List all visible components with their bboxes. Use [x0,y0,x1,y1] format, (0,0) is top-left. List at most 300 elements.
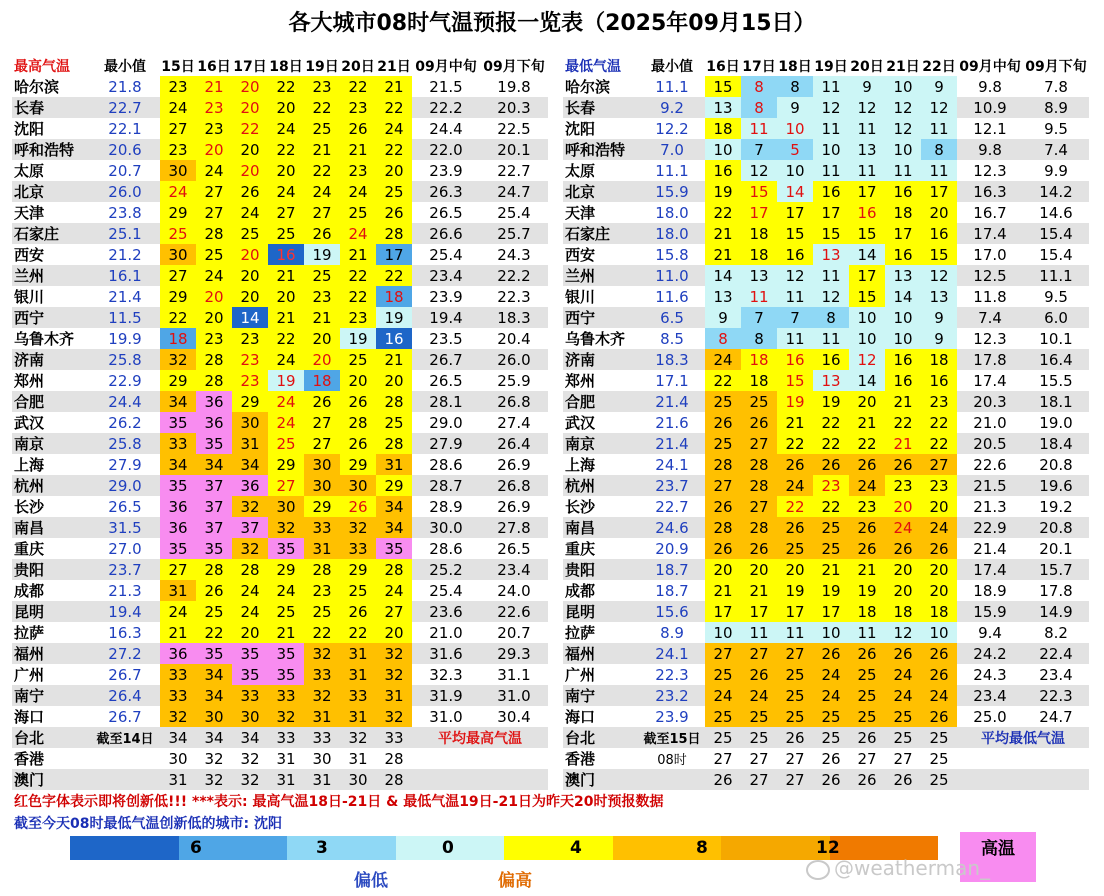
forecast-value-cell: 26 [705,538,741,559]
recent-min-cell: 23.7 [639,475,705,496]
mid-month-avg-cell: 23.5 [429,329,463,348]
forecast-value-cell: 20 [921,580,957,601]
forecast-value-cell: 21 [885,391,921,412]
forecast-value-cell: 17 [921,181,957,202]
min-header-cell: 最低气温 [565,59,621,75]
forecast-value-cell: 12 [741,160,777,181]
late-month-avg-cell [480,748,548,769]
max-table-row [12,307,548,328]
forecast-value-cell: 22 [340,286,376,307]
forecast-value-cell: 26 [741,664,777,685]
forecast-value-cell: 25 [885,727,921,748]
mid-month-avg-cell: 26.3 [412,181,480,202]
min-table-row [563,391,1089,412]
forecast-value-cell: 10 [777,118,813,139]
forecast-value-cell: 15 [921,244,957,265]
city-name-cell: 天津 [565,204,596,222]
forecast-value-cell: 27 [741,433,777,454]
forecast-value-cell: 30 [312,749,332,768]
forecast-value-cell: 11 [813,76,849,97]
forecast-value-cell: 25 [705,391,741,412]
mid-month-avg-cell: 23.4 [412,265,480,286]
forecast-value-cell: 23 [885,475,921,496]
late-month-avg-cell: 25.7 [480,223,548,244]
forecast-value-cell: 25 [921,769,957,790]
max-table-row [12,559,548,580]
watermark-text: @weatherman_ [834,856,991,880]
late-month-avg-cell: 29.3 [480,643,548,664]
max-table-row [12,160,548,181]
late-month-avg-cell: 11.1 [1023,265,1089,286]
city-name-cell: 拉萨 [565,624,596,642]
forecast-value-cell: 8 [705,328,741,349]
forecast-value-cell: 35 [268,538,304,559]
recent-min-cell: 27.2 [90,643,160,664]
forecast-value-cell: 24 [885,517,921,538]
forecast-value-cell: 22 [376,97,412,118]
city-name-cell: 哈尔滨 [565,78,611,96]
forecast-value-cell: 9 [921,76,957,97]
max-table-row [12,664,548,685]
forecast-value-cell: 26 [921,664,957,685]
city-name-cell: 武汉 [14,414,45,432]
forecast-value-cell: 34 [160,454,196,475]
mid-month-avg-cell: 16.7 [973,203,1007,222]
forecast-value-cell: 19 [813,391,849,412]
forecast-value-cell: 21 [304,307,340,328]
forecast-value-cell: 22 [160,307,196,328]
city-name-cell: 兰州 [12,265,90,286]
forecast-value-cell: 21 [268,265,304,286]
recent-min-cell: 截至15日 [639,727,705,748]
forecast-value-cell: 26 [196,580,232,601]
forecast-value-cell: 11 [741,286,777,307]
forecast-value-cell: 7 [741,307,777,328]
forecast-value-cell: 36 [160,517,196,538]
min-table-row [563,727,1089,748]
forecast-value-cell: 12 [813,97,849,118]
forecast-value-cell: 30 [160,244,196,265]
forecast-value-cell: 21 [705,223,741,244]
mid-month-avg-cell: 17.0 [973,245,1007,264]
legend-label-4: 4 [570,838,582,858]
min-header-cell: 16日 [706,59,740,75]
late-month-avg-cell: 31.0 [480,685,548,706]
forecast-value-cell: 8 [777,76,813,97]
max-table-row [12,454,548,475]
late-month-avg-cell: 18.1 [1023,391,1089,412]
recent-min-cell: 24.6 [639,517,705,538]
city-name-cell: 成都 [565,582,596,600]
mid-month-avg-cell: 11.8 [973,287,1007,306]
forecast-value-cell: 12 [777,265,813,286]
max-table-row [12,412,548,433]
forecast-value-cell: 21 [849,412,885,433]
forecast-value-cell: 23 [340,160,376,181]
max-table-row [12,223,548,244]
min-header-cell: 17日 [742,59,776,75]
max-table-row [12,433,548,454]
forecast-value-cell: 25 [885,706,921,727]
forecast-value-cell: 36 [232,475,268,496]
page-title: 各大城市08时气温预报一览表（2025年09月15日） [288,11,816,36]
forecast-value-cell: 20 [885,496,921,517]
forecast-value-cell: 31 [376,454,412,475]
late-month-avg-cell: 24.7 [480,181,548,202]
forecast-value-cell: 27 [741,769,777,790]
forecast-value-cell: 27 [785,749,805,768]
forecast-value-cell: 24 [268,349,304,370]
late-month-avg-cell: 8.9 [1023,97,1089,118]
mid-month-avg-cell: 17.4 [957,223,1023,244]
forecast-value-cell: 21 [196,76,232,97]
mid-month-avg-cell: 10.9 [957,97,1023,118]
forecast-value-cell: 22 [340,265,376,286]
forecast-value-cell: 32 [340,727,376,748]
min-header-cell: 18日 [778,59,812,75]
min-table-row [563,517,1089,538]
city-name-cell: 杭州 [563,475,639,496]
max-header-cell: 20日 [341,59,375,75]
forecast-value-cell: 29 [340,454,376,475]
late-month-avg-cell: 27.4 [497,413,531,432]
late-month-avg-cell: 14.6 [1039,203,1073,222]
new-low-note: 红色字体表示即将创新低!!! ***表示: 最高气温18日-21日 & 最低气温19日-21日为昨天20时预报数据 [14,794,664,810]
forecast-value-cell: 25 [849,685,885,706]
forecast-value-cell: 28 [376,559,412,580]
forecast-value-cell: 23 [196,97,232,118]
forecast-value-cell: 30 [268,496,304,517]
forecast-value-cell: 19 [705,181,741,202]
forecast-value-cell: 25 [705,727,741,748]
city-name-cell: 重庆 [14,540,45,558]
min-table-row [563,202,1089,223]
forecast-value-cell: 32 [232,496,268,517]
mid-month-avg-cell: 27.9 [412,433,480,454]
forecast-value-cell: 18 [741,244,777,265]
forecast-value-cell: 12 [921,265,957,286]
late-month-avg-cell: 26.0 [480,349,548,370]
forecast-value-cell: 25 [376,181,412,202]
late-month-avg-cell: 15.4 [1039,245,1073,264]
forecast-value-cell: 25 [741,706,777,727]
forecast-value-cell: 26 [232,181,268,202]
forecast-value-cell: 15 [705,76,741,97]
forecast-value-cell: 20 [376,370,412,391]
forecast-value-cell: 21 [741,580,777,601]
max-table-row [12,643,548,664]
city-name-cell: 沈阳 [565,120,596,138]
late-month-avg-cell: 19.6 [1023,475,1089,496]
forecast-value-cell: 14 [232,307,268,328]
mid-month-avg-cell: 30.0 [412,517,480,538]
forecast-value-cell: 25 [304,265,340,286]
late-month-avg-cell: 22.3 [1023,685,1089,706]
recent-min-cell: 24.4 [90,391,160,412]
forecast-value-cell: 17 [849,265,885,286]
forecast-value-cell: 18 [376,286,412,307]
forecast-value-cell: 12 [885,622,921,643]
forecast-value-cell: 25 [929,749,949,768]
recent-min-cell: 20.7 [108,161,142,180]
legend-hot-label: 高温 [981,839,1015,859]
mid-month-avg-cell: 22.2 [412,97,480,118]
city-name-cell: 南宁 [563,685,639,706]
max-header-cell: 09月中旬 [415,59,477,75]
forecast-value-cell: 34 [196,685,232,706]
late-month-avg-cell: 30.4 [497,707,531,726]
min-table-row [563,454,1089,475]
forecast-value-cell: 24 [196,160,232,181]
forecast-value-cell: 20 [340,370,376,391]
late-month-avg-cell: 20.3 [480,97,548,118]
max-table-row [12,580,548,601]
city-name-cell: 长春 [563,97,639,118]
forecast-value-cell: 27 [741,496,777,517]
late-month-avg-cell: 16.4 [1023,349,1089,370]
mid-month-avg-cell: 15.9 [957,601,1023,622]
forecast-value-cell: 20 [849,391,885,412]
forecast-value-cell: 20 [232,622,268,643]
forecast-value-cell: 25 [777,685,813,706]
forecast-value-cell: 20 [921,496,957,517]
forecast-value-cell: 27 [304,202,340,223]
forecast-value-cell: 22 [777,496,813,517]
forecast-value-cell: 34 [196,454,232,475]
forecast-value-cell: 26 [304,391,340,412]
recent-min-cell: 31.5 [90,517,160,538]
min-header-cell: 22日 [922,59,956,75]
mid-month-avg-cell: 32.3 [429,665,463,684]
forecast-value-cell: 26 [741,538,777,559]
forecast-value-cell: 26 [885,538,921,559]
city-name-cell: 济南 [563,349,639,370]
forecast-value-cell: 15 [813,223,849,244]
forecast-value-cell: 21 [376,349,412,370]
mid-month-avg-cell: 23.6 [412,601,480,622]
forecast-value-cell: 20 [268,160,304,181]
forecast-value-cell: 16 [849,202,885,223]
late-month-avg-cell: 15.5 [1039,371,1073,390]
recent-min-cell: 24.1 [655,455,689,474]
forecast-value-cell: 24 [777,475,813,496]
forecast-value-cell: 32 [376,706,412,727]
forecast-value-cell: 20 [777,559,813,580]
mid-month-avg-cell: 26.5 [429,371,463,390]
late-month-avg-cell: 22.5 [497,119,531,138]
recent-min-cell: 26.5 [108,497,142,516]
forecast-value-cell: 19 [268,370,304,391]
min-table-row [563,181,1089,202]
mid-month-avg-cell: 21.4 [973,539,1007,558]
recent-min-cell: 22.7 [655,497,689,516]
forecast-value-cell: 24 [921,517,957,538]
forecast-value-cell: 24 [849,475,885,496]
mid-month-avg-cell: 28.7 [412,475,480,496]
recent-min-cell: 25.1 [90,223,160,244]
min-header-row [563,56,1089,76]
forecast-value-cell: 22 [340,76,376,97]
max-table-row [12,118,548,139]
max-table-row [12,748,548,769]
forecast-value-cell: 18 [741,349,777,370]
max-temperature-table [12,56,548,790]
forecast-value-cell: 11 [741,622,777,643]
forecast-value-cell: 7 [777,307,813,328]
forecast-value-cell: 22 [813,412,849,433]
min-table-row [563,622,1089,643]
min-table-row [563,160,1089,181]
forecast-value-cell: 31 [376,685,412,706]
mid-month-avg-cell: 28.6 [429,539,463,558]
max-table-row [12,202,548,223]
forecast-value-cell: 29 [160,286,196,307]
city-name-cell: 香港 [14,750,45,768]
forecast-value-cell: 11 [849,160,885,181]
city-name-cell: 沈阳 [14,120,45,138]
forecast-value-cell: 18 [885,601,921,622]
forecast-value-cell: 35 [232,664,268,685]
forecast-value-cell: 17 [777,202,813,223]
mid-month-avg-cell [957,769,1023,790]
forecast-value-cell: 24 [340,223,376,244]
forecast-value-cell: 19 [777,391,813,412]
forecast-value-cell: 24 [160,601,196,622]
forecast-value-cell: 13 [813,244,849,265]
min-table-row [563,664,1089,685]
mid-month-avg-cell: 17.4 [973,371,1007,390]
city-name-cell: 太原 [14,162,45,180]
forecast-value-cell: 30 [340,769,376,790]
forecast-value-cell: 21 [268,307,304,328]
recent-min-cell: 16.3 [108,623,142,642]
forecast-value-cell: 33 [160,685,196,706]
forecast-value-cell: 22 [268,328,304,349]
city-name-cell: 郑州 [565,372,596,390]
city-name-cell: 昆明 [12,601,90,622]
mid-month-avg-cell: 9.4 [978,623,1002,642]
min-table-row [563,370,1089,391]
city-name-cell: 西安 [14,246,45,264]
forecast-value-cell: 26 [777,727,813,748]
forecast-value-cell: 26 [813,643,849,664]
forecast-value-cell: 13 [921,286,957,307]
forecast-value-cell: 26 [849,727,885,748]
late-month-avg-cell: 15.7 [1023,559,1089,580]
city-name-cell: 成都 [14,582,45,600]
mid-month-avg-cell: 17.8 [957,349,1023,370]
forecast-value-cell: 27 [893,749,913,768]
forecast-value-cell: 33 [304,517,340,538]
mid-month-avg-cell: 24.2 [957,643,1023,664]
city-name-cell: 乌鲁木齐 [565,330,626,348]
forecast-value-cell: 23 [813,475,849,496]
recent-min-cell: 11.0 [639,265,705,286]
forecast-value-cell: 23 [232,349,268,370]
forecast-value-cell: 23 [340,97,376,118]
forecast-value-cell: 17 [813,202,849,223]
recent-min-cell: 9.2 [639,97,705,118]
forecast-value-cell: 21 [705,244,741,265]
forecast-value-cell: 21 [340,139,376,160]
mid-month-avg-cell: 12.3 [973,161,1007,180]
forecast-value-cell: 23 [196,118,232,139]
city-name-cell: 石家庄 [12,223,90,244]
forecast-value-cell: 21 [885,433,921,454]
mid-month-avg-cell: 23.9 [429,161,463,180]
max-table-row [12,517,548,538]
forecast-value-cell: 25 [849,706,885,727]
mid-month-avg-cell: 25.4 [429,245,463,264]
mid-month-avg-cell: 21.3 [973,497,1007,516]
forecast-value-cell: 18 [741,223,777,244]
mid-month-avg-cell: 29.0 [429,413,463,432]
forecast-value-cell: 26 [340,601,376,622]
forecast-value-cell: 30 [304,475,340,496]
late-month-avg-cell: 31.1 [497,665,531,684]
forecast-value-cell: 27 [160,559,196,580]
recent-min-cell: 17.1 [655,371,689,390]
forecast-value-cell: 11 [813,118,849,139]
min-table-row [563,538,1089,559]
forecast-value-cell: 32 [304,643,340,664]
forecast-value-cell: 26 [921,538,957,559]
city-name-cell: 武汉 [565,414,596,432]
city-name-cell: 贵阳 [12,559,90,580]
forecast-value-cell: 7 [741,139,777,160]
city-name-cell: 西宁 [563,307,639,328]
forecast-value-cell: 27 [921,454,957,475]
forecast-value-cell: 35 [196,433,232,454]
recent-min-cell: 18.7 [655,581,689,600]
recent-min-cell: 截至14日 [90,727,160,748]
forecast-value-cell: 24 [268,412,304,433]
forecast-value-cell: 19 [304,244,340,265]
recent-min-cell: 29.0 [90,475,160,496]
city-name-cell: 长春 [12,97,90,118]
city-name-cell: 南京 [12,433,90,454]
forecast-value-cell: 25 [196,601,232,622]
forecast-value-cell: 31 [304,706,340,727]
forecast-value-cell: 26 [813,769,849,790]
forecast-value-cell: 28 [741,517,777,538]
forecast-value-cell: 30 [232,412,268,433]
late-month-avg-cell: 26.9 [497,497,531,516]
forecast-value-cell: 18 [741,370,777,391]
legend-high-label: 偏高 [498,871,532,891]
late-month-avg-cell: 23.4 [480,559,548,580]
late-month-avg-cell: 7.8 [1044,77,1068,96]
recent-min-cell: 18.0 [655,203,689,222]
forecast-value-cell: 35 [160,538,196,559]
late-month-avg-cell: 26.9 [497,455,531,474]
forecast-value-cell: 16 [885,370,921,391]
forecast-value-cell: 25 [268,433,304,454]
city-name-cell: 台北 [12,727,90,748]
max-table-row [12,769,548,790]
forecast-value-cell: 27 [857,749,877,768]
forecast-value-cell: 33 [376,727,412,748]
forecast-value-cell: 20 [232,286,268,307]
recent-min-cell: 22.3 [655,665,689,684]
city-name-cell: 广州 [565,666,596,684]
forecast-value-cell: 12 [813,286,849,307]
recent-min-cell: 20.6 [90,139,160,160]
max-table-row [12,265,548,286]
forecast-value-cell: 12 [885,97,921,118]
forecast-value-cell: 29 [160,370,196,391]
recent-min-cell: 21.8 [108,77,142,96]
